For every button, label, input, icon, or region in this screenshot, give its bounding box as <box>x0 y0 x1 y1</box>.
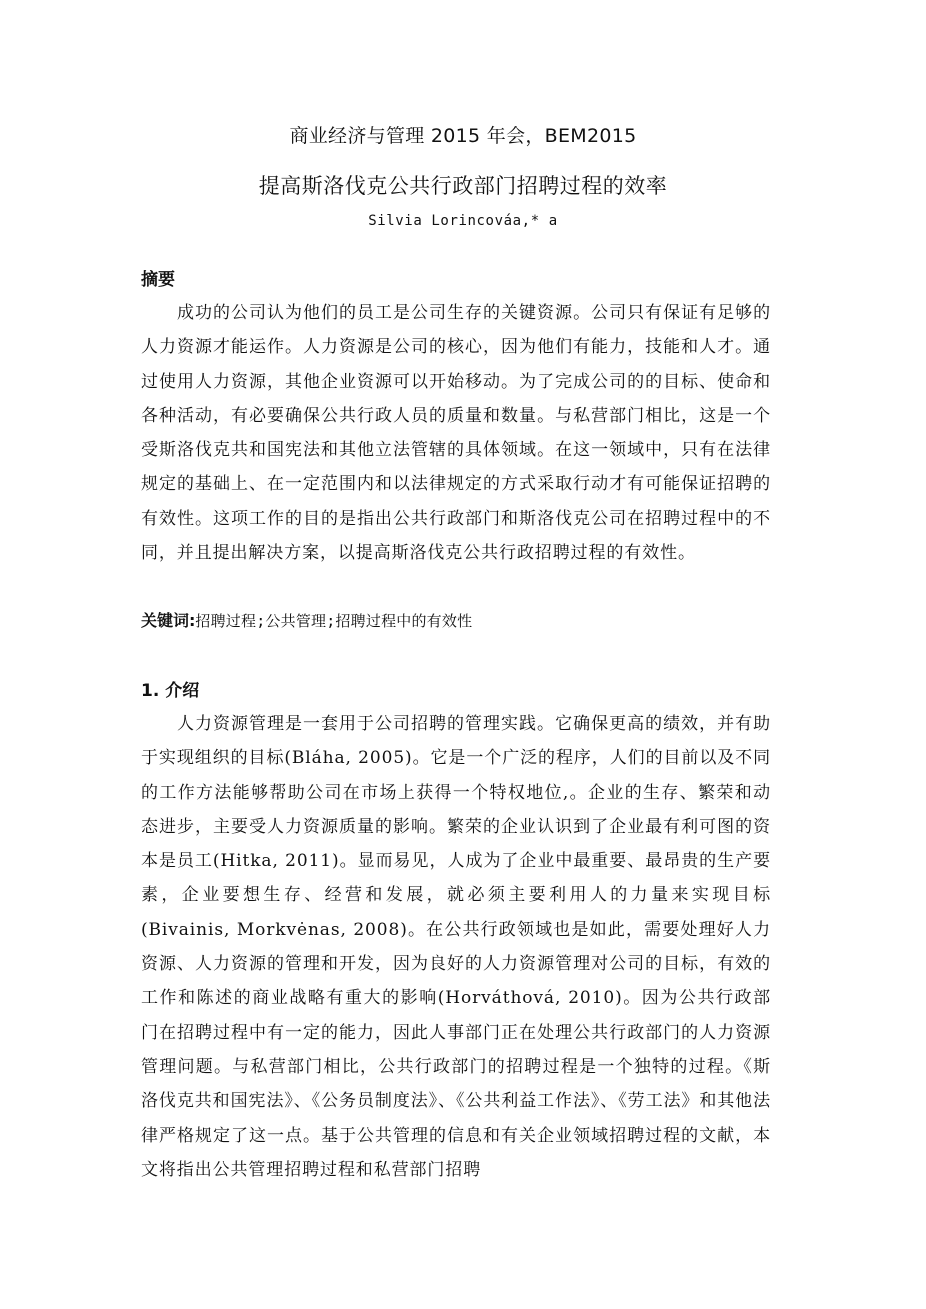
abstract-heading: 摘要 <box>141 270 175 290</box>
paper-title: 提高斯洛伐克公共行政部门招聘过程的效率 <box>258 174 668 198</box>
introduction-paragraph: 人力资源管理是一套用于公司招聘的管理实践。它确保更高的绩效，并有助于实现组织的目标(Bláha, 2005)。它是一个广泛的程序，人们的目前以及不同的工作方法能够帮助公司在市场上获得一个特权地位,。企业的生存、繁荣和动态进步，主要受人力资源质量的影响。繁荣的企业认识到了企业最有利可图的资本是员工(Hitka, 2011)。显而易见，人成为了企业中最重要、最昂贵的生产要素，企业要想生存、经营和发展，就必须主要利用人的力量来实现目标(Bivainis, Morkvėnas, 2008)。在公共行政领域也是如此，需要处理好人力资源、人力资源的管理和开发，因为良好的人力资源管理对公司的目标，有效的工作和陈述的商业战略有重大的影响(Horváthová, 2010)。因为公共行政部门在招聘过程中有一定的能力，因此人事部门正在处理公共行政部门的人力资源管理问题。与私营部门相比，公共行政部门的招聘过程是一个独特的过程。《斯洛伐克共和国宪法》、《公务员制度法》、《公共利益工作法》、《劳工法》和其他法律严格规定了这一点。基于公共管理的信息和有关企业领域招聘过程的文献，本文将指出公共管理招聘过程和私营部门招聘 <box>141 714 771 1180</box>
keywords-line <box>141 609 472 633</box>
introduction-heading: 1. 介绍 <box>141 681 200 701</box>
keywords-value: 招聘过程;公共管理;招聘过程中的有效性 <box>195 612 473 630</box>
conference-title: 商业经济与管理 2015 年会，BEM2015 <box>289 125 637 147</box>
keywords-label: 关键词: <box>141 611 196 630</box>
abstract-paragraph: 成功的公司认为他们的员工是公司生存的关键资源。公司只有保证有足够的人力资源才能运作。人力资源是公司的核心，因为他们有能力，技能和人才。通过使用人力资源，其他企业资源可以开始移动。为了完成公司的的目标、使命和各种活动，有必要确保公共行政人员的质量和数量。与私营部门相比，这是一个受斯洛伐克共和国宪法和其他立法管辖的具体领域。在这一领域中，只有在法律规定的基础上、在一定范围内和以法律规定的方式采取行动才有可能保证招聘的有效性。这项工作的目的是指出公共行政部门和斯洛伐克公司在招聘过程中的不同，并且提出解决方案，以提高斯洛伐克公共行政招聘过程的有效性。 <box>141 303 771 564</box>
author-line: Silvia Lorincováa,* a <box>368 213 558 229</box>
